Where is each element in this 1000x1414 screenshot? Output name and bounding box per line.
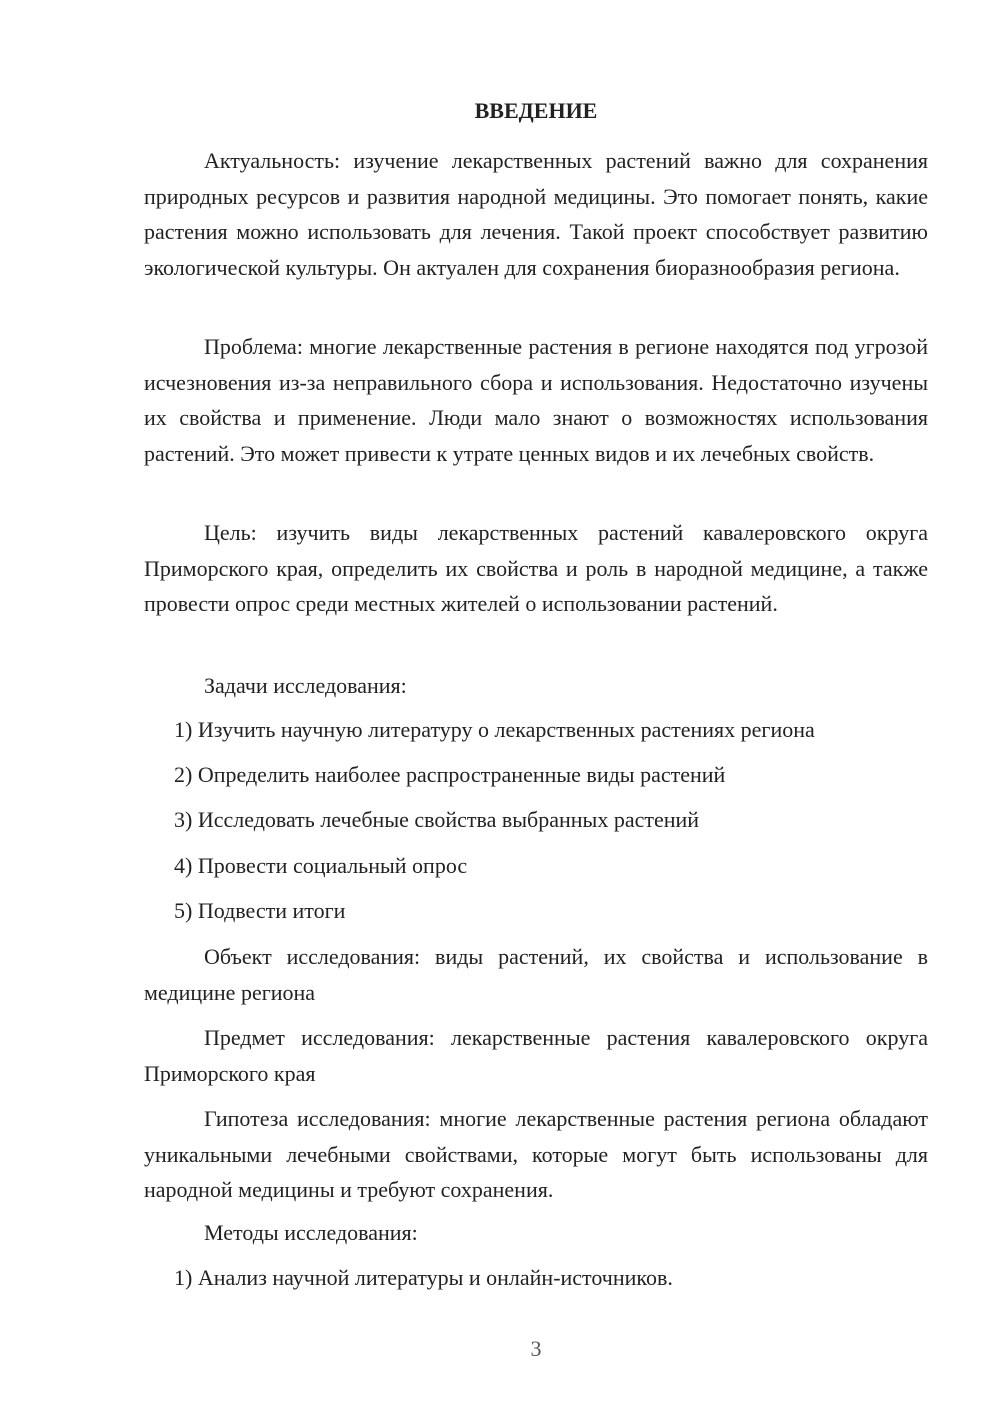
subject-paragraph: Предмет исследования: лекарственные растения кавалеровского округа Приморского края	[144, 1025, 928, 1086]
relevance-paragraph: Актуальность: изучение лекарственных растений важно для сохранения природных ресурсов и развития народной медицины. Это помогает понять, какие растения можно использовать для лечения. Такой проект способствует развитию экологической культуры. Он актуален для сохранения биоразнообразия региона.	[144, 148, 928, 280]
methods-label: Методы исследования:	[204, 1220, 418, 1245]
task-item-2: 2) Определить наиболее распространенные виды растений	[174, 762, 726, 787]
task-item-4: 4) Провести социальный опрос	[174, 853, 468, 878]
task-item-3: 3) Исследовать лечебные свойства выбранных растений	[174, 807, 700, 832]
page-number: 3	[530, 1336, 542, 1361]
task-item-1: 1) Изучить научную литературу о лекарственных растениях региона	[174, 717, 815, 742]
tasks-label: Задачи исследования:	[204, 673, 407, 698]
problem-paragraph: Проблема: многие лекарственные растения в регионе находятся под угрозой исчезновения из-за неправильного сбора и использования. Недостаточно изучены их свойства и применение. Люди мало знают о возможностях использования растений. Это может привести к утрате ценных видов и их лечебных свойств.	[144, 334, 928, 466]
goal-paragraph: Цель: изучить виды лекарственных растений кавалеровского округа Приморского края, определить их свойства и роль в народной медицине, а также провести опрос среди местных жителей о использовании растений.	[144, 520, 928, 616]
method-item-1: 1) Анализ научной литературы и онлайн-источников.	[174, 1265, 673, 1290]
section-title: ВВЕДЕНИЕ	[474, 98, 598, 123]
object-paragraph: Объект исследования: виды растений, их свойства и использование в медицине региона	[144, 944, 928, 1005]
task-item-5: 5) Подвести итоги	[174, 898, 346, 923]
hypothesis-paragraph: Гипотеза исследования: многие лекарственные растения региона обладают уникальными лечебными свойствами, которые могут быть использованы для народной медицины и требуют сохранения.	[144, 1106, 928, 1202]
